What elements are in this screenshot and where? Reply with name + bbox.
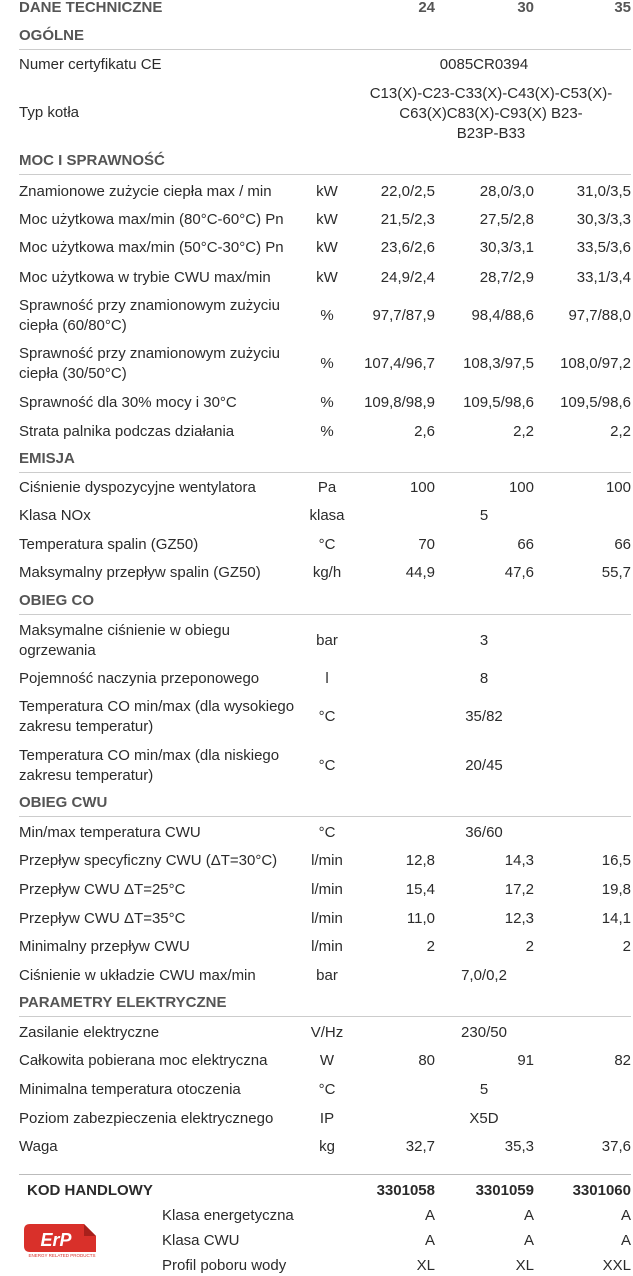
row-unit: °C: [318, 708, 336, 725]
row-unit: l/min: [311, 852, 343, 869]
cell-24: 70: [418, 536, 435, 553]
cell-30: 17,2: [504, 881, 534, 898]
row-value-all-models: 36/60: [465, 824, 503, 841]
section-divider: [19, 1016, 631, 1017]
boiler-type-line: B23P-B33: [456, 125, 526, 142]
cell-35: 109,5/98,6: [560, 394, 631, 411]
section-title: EMISJA: [19, 450, 75, 467]
row-value-all-models: 3: [479, 632, 489, 649]
cell-30: 14,3: [504, 852, 534, 869]
row-label: Pojemność naczynia przeponowego: [19, 670, 260, 687]
cell-30: 108,3/97,5: [463, 355, 534, 372]
cell-24: 21,5/2,3: [380, 211, 435, 228]
boiler-type-line: C63(X)C83(X)-C93(X) B23-: [399, 105, 583, 122]
row-unit: kg: [319, 1138, 335, 1155]
cell-30: 91: [517, 1052, 534, 1069]
row-label: Moc użytkowa max/min (80°C-60°C) Pn: [19, 211, 284, 228]
row-unit: %: [320, 355, 334, 372]
section-title: OBIEG CO: [19, 592, 95, 609]
row-label: Klasa energetyczna: [162, 1207, 294, 1224]
section-obieg-cwu: [19, 794, 631, 811]
row-unit: %: [320, 394, 334, 411]
section-ogolne: [19, 27, 631, 44]
svg-text:ErP: ErP: [40, 1230, 72, 1250]
model-30: 30: [517, 0, 534, 16]
cell-24: 109,8/98,9: [364, 394, 435, 411]
cell-24: 2,6: [414, 423, 435, 440]
cell-24: A: [424, 1232, 435, 1249]
row-label: Ciśnienie w układzie CWU max/min: [19, 967, 256, 984]
row-value-all-models: 8: [479, 670, 489, 687]
row-label: Maksymalne ciśnienie w obiegu ogrzewania: [19, 622, 230, 659]
row-label: Waga: [19, 1138, 58, 1155]
code-35: 3301060: [572, 1182, 631, 1199]
cell-24: A: [424, 1207, 435, 1224]
row-unit: kW: [316, 269, 338, 286]
section-divider: [19, 614, 631, 615]
section-title: MOC I SPRAWNOŚĆ: [19, 152, 165, 169]
row-label: Ciśnienie dyspozycyjne wentylatora: [19, 479, 256, 496]
cell-24: 44,9: [405, 564, 435, 581]
cell-35: A: [620, 1207, 631, 1224]
row-unit: bar: [316, 967, 338, 984]
cell-35: 97,7/88,0: [568, 307, 631, 324]
cell-35: 55,7: [601, 564, 631, 581]
cell-24: 80: [418, 1052, 435, 1069]
cell-30: A: [523, 1207, 534, 1224]
row-label: Typ kotła: [19, 104, 80, 121]
cell-35: 100: [605, 479, 631, 496]
svg-text:ENERGY RELATED PRODUCTS: ENERGY RELATED PRODUCTS: [28, 1253, 96, 1258]
cell-35: A: [620, 1232, 631, 1249]
erp-logo-icon: [22, 1222, 106, 1258]
row-label: Minimalny przepływ CWU: [19, 938, 190, 955]
cell-24: 23,6/2,6: [380, 239, 435, 256]
row-unit: l/min: [311, 938, 343, 955]
row-unit: °C: [318, 757, 336, 774]
row-label: Przepływ CWU ΔT=35°C: [19, 910, 186, 927]
row-label: Temperatura spalin (GZ50): [19, 536, 199, 553]
row-unit: l: [325, 670, 329, 687]
cell-30: 28,7/2,9: [479, 269, 534, 286]
row-unit: klasa: [309, 507, 345, 524]
row-unit: IP: [319, 1110, 335, 1127]
boiler-type-value: [351, 84, 631, 144]
cell-30: 30,3/3,1: [479, 239, 534, 256]
cell-30: 66: [517, 536, 534, 553]
row-unit: kg/h: [312, 564, 342, 581]
row-label: Sprawność dla 30% mocy i 30°C: [19, 394, 237, 411]
row-unit: %: [320, 423, 334, 440]
row-value-all-models: 35/82: [465, 708, 503, 725]
cell-24: 11,0: [406, 910, 435, 927]
row-unit: V/Hz: [310, 1024, 344, 1041]
section-emisja: [19, 450, 631, 467]
row-unit: W: [319, 1052, 335, 1069]
model-24: 24: [418, 0, 435, 16]
row-unit: Pa: [317, 479, 337, 496]
row-unit: °C: [318, 536, 336, 553]
row-label: Sprawność przy znamionowym zużyciu ciepła (30/50°C): [19, 345, 280, 382]
row-label: Min/max temperatura CWU: [19, 824, 201, 841]
row-unit: °C: [318, 1081, 336, 1098]
cell-35: 30,3/3,3: [576, 211, 631, 228]
code-30: 3301059: [475, 1182, 534, 1199]
section-title: OBIEG CWU: [19, 794, 108, 811]
row-label: Przepływ CWU ΔT=25°C: [19, 881, 186, 898]
cell-35: 19,8: [601, 881, 631, 898]
section-moc: [19, 152, 631, 169]
cell-35: 2: [622, 938, 631, 955]
row-label: Sprawność przy znamionowym zużyciu ciepła (60/80°C): [19, 297, 280, 334]
cell-24: 12,8: [405, 852, 435, 869]
cell-24: 100: [409, 479, 435, 496]
cell-30: 2,2: [513, 423, 534, 440]
row-label: Zasilanie elektryczne: [19, 1024, 160, 1041]
cell-30: 47,6: [504, 564, 534, 581]
cell-30: XL: [515, 1257, 534, 1274]
row-label: Poziom zabezpieczenia elektrycznego: [19, 1110, 274, 1127]
row-value-all-models: 20/45: [465, 757, 503, 774]
row-label: Temperatura CO min/max (dla wysokiego zakresu temperatur): [19, 698, 295, 735]
cell-35: XXL: [602, 1257, 631, 1274]
table-title: DANE TECHNICZNE: [19, 0, 163, 16]
cell-24: 97,7/87,9: [372, 307, 435, 324]
cell-35: 66: [614, 536, 631, 553]
cell-30: 35,3: [504, 1138, 534, 1155]
row-label: Minimalna temperatura otoczenia: [19, 1081, 241, 1098]
cell-24: 24,9/2,4: [380, 269, 435, 286]
row-unit: kW: [316, 183, 338, 200]
row-unit: kW: [316, 211, 338, 228]
row-label: Całkowita pobierana moc elektryczna: [19, 1052, 268, 1069]
cell-30: 2: [525, 938, 534, 955]
row-label: Moc użytkowa max/min (50°C-30°C) Pn: [19, 239, 284, 256]
cell-24: 15,4: [405, 881, 435, 898]
row-unit: %: [320, 307, 334, 324]
cell-30: 100: [508, 479, 534, 496]
boiler-type-line: C13(X)-C23-C33(X)-C43(X)-C53(X)-: [369, 85, 613, 102]
row-label: Strata palnika podczas działania: [19, 423, 235, 440]
row-label: Znamionowe zużycie ciepła max / min: [19, 183, 272, 200]
section-divider: [19, 49, 631, 50]
commercial-code-title: KOD HANDLOWY: [27, 1182, 153, 1199]
row-label: Klasa CWU: [162, 1232, 240, 1249]
cell-35: 14,1: [601, 910, 631, 927]
row-label: Przepływ specyficzny CWU (ΔT=30°C): [19, 852, 278, 869]
cell-24: 32,7: [405, 1138, 435, 1155]
cell-30: 27,5/2,8: [479, 211, 534, 228]
cell-35: 33,5/3,6: [576, 239, 631, 256]
cell-35: 16,5: [601, 852, 631, 869]
row-label: Numer certyfikatu CE: [19, 56, 162, 73]
code-24: 3301058: [376, 1182, 435, 1199]
cell-30: 98,4/88,6: [471, 307, 534, 324]
cell-30: 12,3: [504, 910, 534, 927]
row-label: Moc użytkowa w trybie CWU max/min: [19, 269, 271, 286]
ce-value: 0085CR0394: [439, 56, 529, 73]
row-unit: l/min: [311, 910, 343, 927]
model-35: 35: [614, 0, 631, 16]
cell-24: 2: [426, 938, 435, 955]
cell-35: 108,0/97,2: [560, 355, 631, 372]
row-label: Klasa NOx: [19, 507, 91, 524]
section-divider: [19, 472, 631, 473]
cell-30: 28,0/3,0: [479, 183, 534, 200]
row-unit: bar: [316, 632, 338, 649]
section-title: PARAMETRY ELEKTRYCZNE: [19, 994, 227, 1011]
cell-30: 109,5/98,6: [463, 394, 534, 411]
cell-35: 31,0/3,5: [576, 183, 631, 200]
row-unit: kW: [316, 239, 338, 256]
row-unit: l/min: [311, 881, 343, 898]
section-elektryczne: [19, 994, 631, 1011]
row-value-all-models: 230/50: [461, 1024, 507, 1041]
cell-35: 33,1/3,4: [576, 269, 631, 286]
row-label: Temperatura CO min/max (dla niskiego zakresu temperatur): [19, 747, 280, 784]
row-label: Profil poboru wody: [162, 1257, 287, 1274]
cell-35: 2,2: [610, 423, 631, 440]
row-value-all-models: 7,0/0,2: [461, 967, 507, 984]
section-divider: [19, 816, 631, 817]
section-title: OGÓLNE: [19, 27, 85, 44]
cell-35: 82: [614, 1052, 631, 1069]
row-value-all-models: 5: [479, 507, 489, 524]
cell-24: 107,4/96,7: [364, 355, 435, 372]
section-divider: [19, 174, 631, 175]
row-unit: °C: [318, 824, 336, 841]
row-value-all-models: 5: [479, 1081, 489, 1098]
cell-24: 22,0/2,5: [380, 183, 435, 200]
section-obieg-co: [19, 592, 631, 609]
row-value-all-models: X5D: [469, 1110, 499, 1127]
cell-24: XL: [416, 1257, 435, 1274]
cell-35: 37,6: [601, 1138, 631, 1155]
row-label: Maksymalny przepływ spalin (GZ50): [19, 564, 261, 581]
cell-30: A: [523, 1232, 534, 1249]
